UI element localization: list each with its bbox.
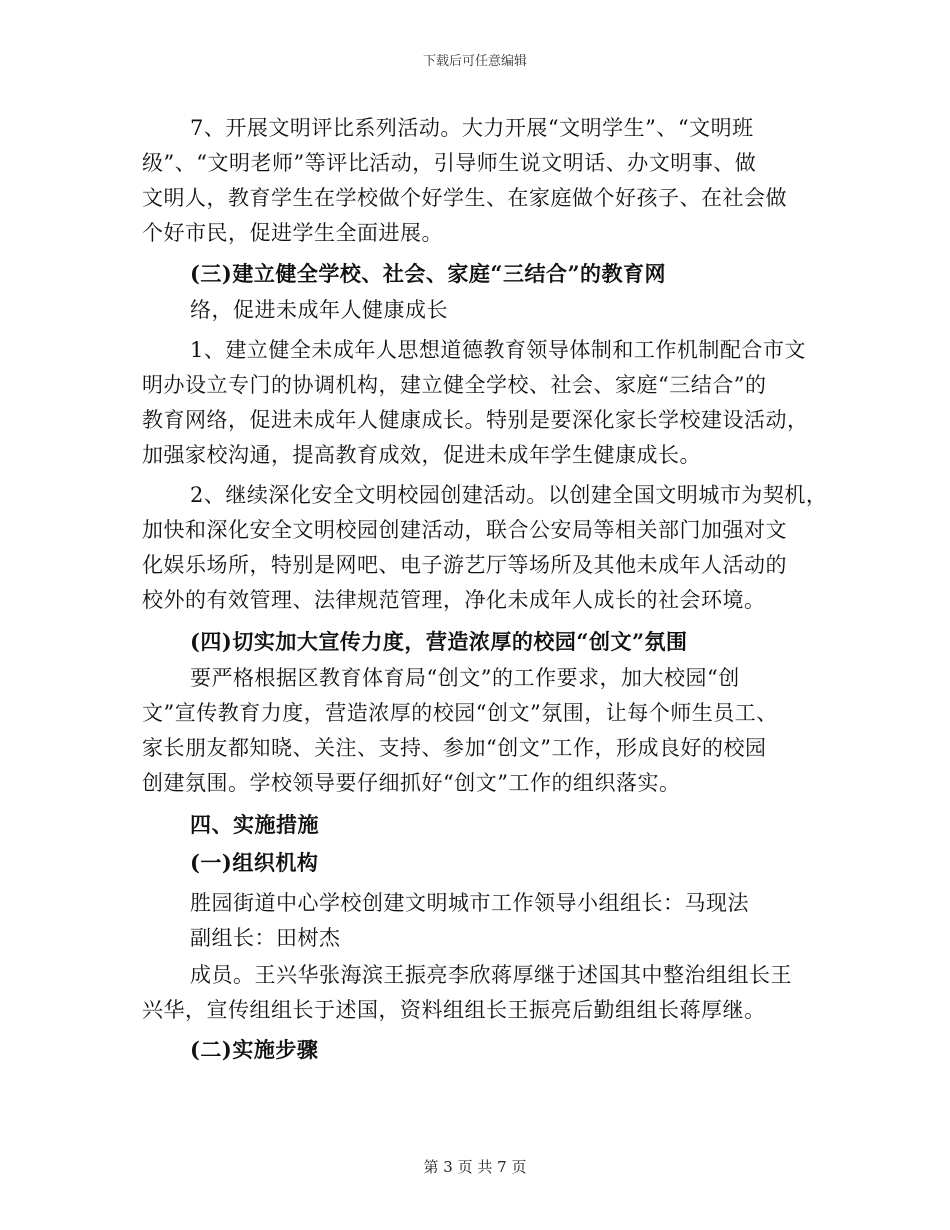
subsection-heading: (二)实施步骤 [190, 1037, 319, 1062]
page-number: 第 3 页 共 7 页 [423, 1158, 527, 1176]
paragraph-line: 1、建立健全未成年人思想道德教育领导体制和工作机制配合市文 [190, 338, 806, 362]
paragraph-line: 文”宣传教育力度，营造浓厚的校园“创文”氛围，让每个师生员工、 [142, 701, 778, 725]
section-heading-continuation: 络，促进未成年人健康成长 [190, 298, 448, 322]
subsection-heading: (一)组织机构 [190, 850, 319, 875]
paragraph-line: 胜园街道中心学校创建文明城市工作领导小组组长：马现法 [190, 891, 749, 915]
section-heading: (三)建立健全学校、社会、家庭“三结合”的教育网 [190, 261, 667, 286]
paragraph-line: 7、开展文明评比系列活动。大力开展“文明学生”、“文明班 [190, 116, 754, 140]
section-heading: 四、实施措施 [190, 812, 319, 837]
paragraph-line: 明办设立专门的协调机构，建立健全学校、社会、家庭“三结合”的 [142, 373, 767, 397]
paragraph-line: 家长朋友都知晓、关注、支持、参加“创文”工作，形成良好的校园 [142, 736, 767, 760]
paragraph-line: 个好市民，促进学生全面进展。 [142, 221, 443, 245]
paragraph-line: 教育网络，促进未成年人健康成长。特别是要深化家长学校建设活动， [142, 408, 809, 432]
paragraph-line: 成员。王兴华张海滨王振亮李欣蒋厚继于述国其中整治组组长王 [190, 963, 792, 987]
paragraph-line: 校外的有效管理、法律规范管理，净化未成年人成长的社会环境。 [142, 588, 766, 612]
paragraph-line: 要严格根据区教育体育局“创文”的工作要求，加大校园“创 [190, 666, 740, 690]
paragraph-line: 加快和深化安全文明校园创建活动，联合公安局等相关部门加强对文 [142, 518, 787, 542]
paragraph-line: 文明人，教育学生在学校做个好学生、在家庭做个好孩子、在社会做 [142, 186, 787, 210]
paragraph-line: 2、继续深化安全文明校园创建活动。以创建全国文明城市为契机， [190, 483, 828, 507]
paragraph-line: 副组长：田树杰 [190, 926, 341, 950]
paragraph-line: 兴华，宣传组组长于述国，资料组组长王振亮后勤组组长蒋厚继。 [142, 998, 766, 1022]
section-heading: (四)切实加大宣传力度，营造浓厚的校园“创文”氛围 [190, 629, 688, 654]
paragraph-line: 化娱乐场所，特别是网吧、电子游艺厅等场所及其他未成年人活动的 [142, 553, 787, 577]
paragraph-line: 加强家校沟通，提高教育成效，促进未成年学生健康成长。 [142, 443, 701, 467]
paragraph-line: 创建氛围。学校领导要仔细抓好“创文”工作的组织落实。 [142, 771, 681, 795]
paragraph-line: 级”、“文明老师”等评比活动，引导师生说文明话、办文明事、做 [142, 151, 757, 175]
page-header: 下载后可任意编辑 [422, 54, 527, 69]
